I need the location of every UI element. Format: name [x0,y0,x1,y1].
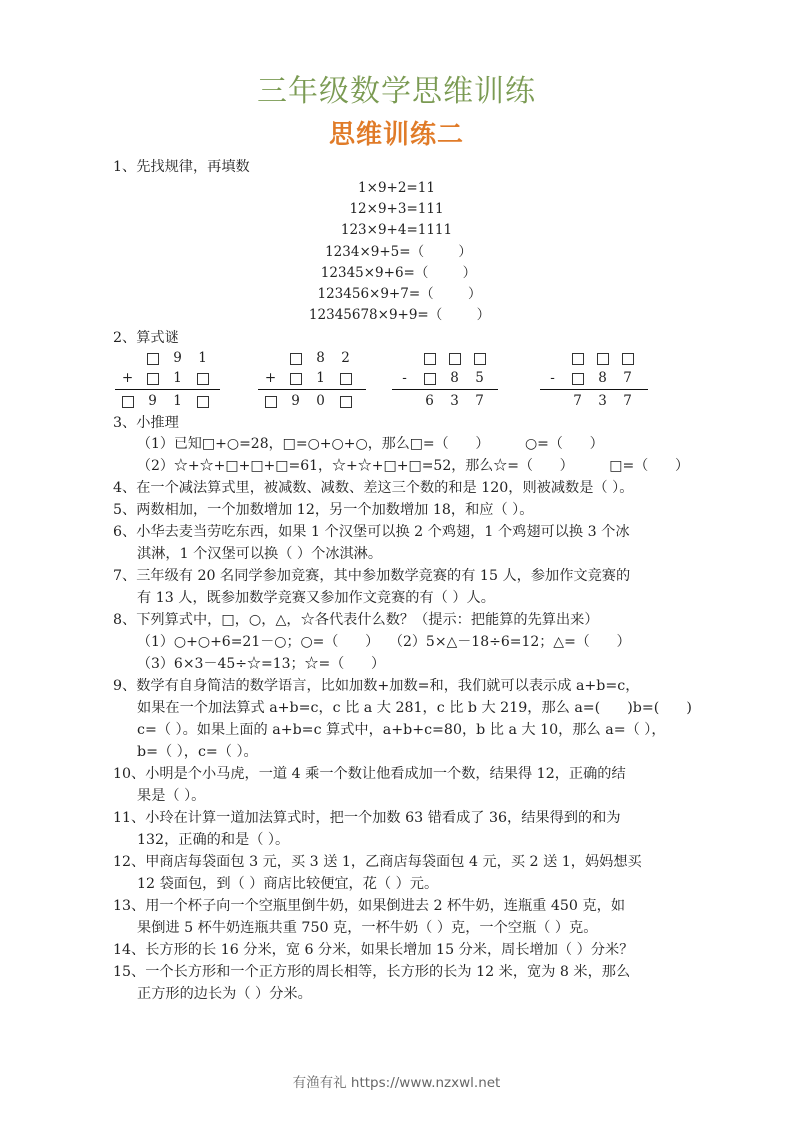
arithmetic-puzzle-2: 8 2 + 1 9 0 [258,348,366,411]
blank-box[interactable] [424,373,436,385]
sum-line [258,389,366,390]
blank-box[interactable] [290,373,302,385]
blank-box[interactable] [147,353,159,365]
blank-box[interactable] [340,373,352,385]
question-1-pattern [0,178,793,326]
arithmetic-puzzle-3: - 8 5 6 3 7 [392,348,498,411]
question-1-label: 1、先找规律，再填数 [113,159,250,175]
question-13-line-1: 13、用一个杯子向一个空瓶里倒牛奶，如果倒进去 2 杯牛奶，连瓶重 450 克，如 [113,898,626,914]
blank-box[interactable] [197,396,209,408]
blank-box[interactable] [572,373,584,385]
blank-box[interactable] [622,353,634,365]
blank-box[interactable] [290,353,302,365]
question-4: 4、在一个减法算式里，被减数、减数、差这三个数的和是 120，则被减数是（ ）。 [113,480,634,496]
question-2-label: 2、算式谜 [113,330,179,346]
pattern-line: 1234×9+5=（ ） [325,243,472,260]
pattern-line: 12345678×9+9=（ ） [308,307,491,324]
question-7-line-2: 有 13 人，既参加数学竞赛又参加作文竞赛的有（ ）人。 [137,590,495,606]
arithmetic-puzzle-1: 9 1 + 1 9 1 [115,348,220,411]
blank-box[interactable] [197,373,209,385]
question-6-line-1: 6、小华去麦当劳吃东西，如果 1 个汉堡可以换 2 个鸡翅，1 个鸡翅可以换 3 个冰 [113,524,630,540]
blank-box[interactable] [122,396,134,408]
question-11-line-2: 132，正确的和是（ ）。 [137,832,290,848]
question-10-line-2: 果是（ ）。 [137,788,206,804]
question-8-part-2: （2）5×△－18÷6=12；△=（ ） [389,634,631,650]
pattern-line: 123456×9+7=（ ） [317,286,482,303]
question-15-line-2: 正方形的边长为（ ）分米。 [137,986,312,1002]
question-5: 5、两数相加，一个加数增加 12，另一个加数增加 18，和应（ ）。 [113,502,534,518]
pattern-line: 123×9+4=1111 [340,222,453,239]
question-9-line-4: b=（ ），c=（ ）。 [137,744,258,760]
question-3-part-1: （1）已知□+○=28，□=○+○+○，那么□=（ ） ○=（ ） [137,436,604,452]
question-9-line-1: 9、数学有自身简洁的数学语言，比如加数+加数=和，我们就可以表示成 a+b=c， [113,678,640,694]
page-subtitle: 思维训练二 [328,120,464,150]
blank-box[interactable] [597,353,609,365]
question-14: 14、长方形的长 16 分米，宽 6 分米，如果长增加 15 分米，周长增加（ ）分米？ [113,942,634,958]
page-title: 三年级数学思维训练 [257,74,536,109]
footer-watermark: 有渔有礼 https://www.nzxwl.net [292,1075,501,1091]
difference-line [392,389,498,390]
question-13-line-2: 果倒进 5 杯牛奶连瓶共重 750 克，一杯牛奶（ ）克，一个空瓶（ ）克。 [137,920,598,936]
blank-box[interactable] [424,353,436,365]
pattern-line: 1×9+2=11 [358,180,435,196]
question-11-line-1: 11、小玲在计算一道加法算式时，把一个加数 63 错看成了 36，结果得到的和为 [113,810,621,826]
question-9-line-3: c=（ ）。如果上面的 a+b=c 算式中，a+b+c=80，b 比 a 大 10，那么 a=（ ）， [137,722,666,738]
blank-box[interactable] [340,396,352,408]
difference-line [540,389,648,390]
question-12-line-1: 12、甲商店每袋面包 3 元，买 3 送 1，乙商店每袋面包 4 元，买 2 送 1，妈妈想买 [113,854,642,870]
question-3-label: 3、小推理 [113,415,179,431]
arithmetic-puzzle-4: - 8 7 7 3 7 [540,348,648,411]
question-15-line-1: 15、一个长方形和一个正方形的周长相等，长方形的长为 12 米，宽为 8 米，那么 [113,964,631,980]
question-3-part-2: （2）☆+☆+□+□+□=61，☆+☆+□+□=52，那么☆=（ ） □=（ ） [137,458,689,474]
blank-box[interactable] [474,353,486,365]
pattern-line: 12×9+3=111 [349,201,444,218]
sum-line [115,389,220,390]
question-12-line-2: 12 袋面包，到（ ）商店比较便宜，花（ ）元。 [137,876,439,892]
blank-box[interactable] [449,353,461,365]
question-8-part-3: （3）6×3－45÷☆=13；☆=（ ） [137,656,385,672]
question-7-line-1: 7、三年级有 20 名同学参加竞赛，其中参加数学竞赛的有 15 人，参加作文竞赛的 [113,568,631,584]
question-10-line-1: 10、小明是个小马虎，一道 4 乘一个数让他看成加一个数，结果得 12，正确的结 [113,766,626,782]
question-8-part-1: （1）○+○+6=21－○；○=（ ） [137,634,380,650]
blank-box[interactable] [147,373,159,385]
question-6-line-2: 淇淋，1 个汉堡可以换（ ）个冰淇淋。 [137,546,383,562]
pattern-line: 12345×9+6=（ ） [320,264,477,281]
question-9-line-2: 如果在一个加法算式 a+b=c，c 比 a 大 281，c 比 b 大 219，那么 a=( )b=( ) [137,700,692,716]
blank-box[interactable] [265,396,277,408]
question-8-label: 8、下列算式中，□，○，△，☆各代表什么数？（提示：把能算的先算出来） [113,612,599,628]
blank-box[interactable] [572,353,584,365]
